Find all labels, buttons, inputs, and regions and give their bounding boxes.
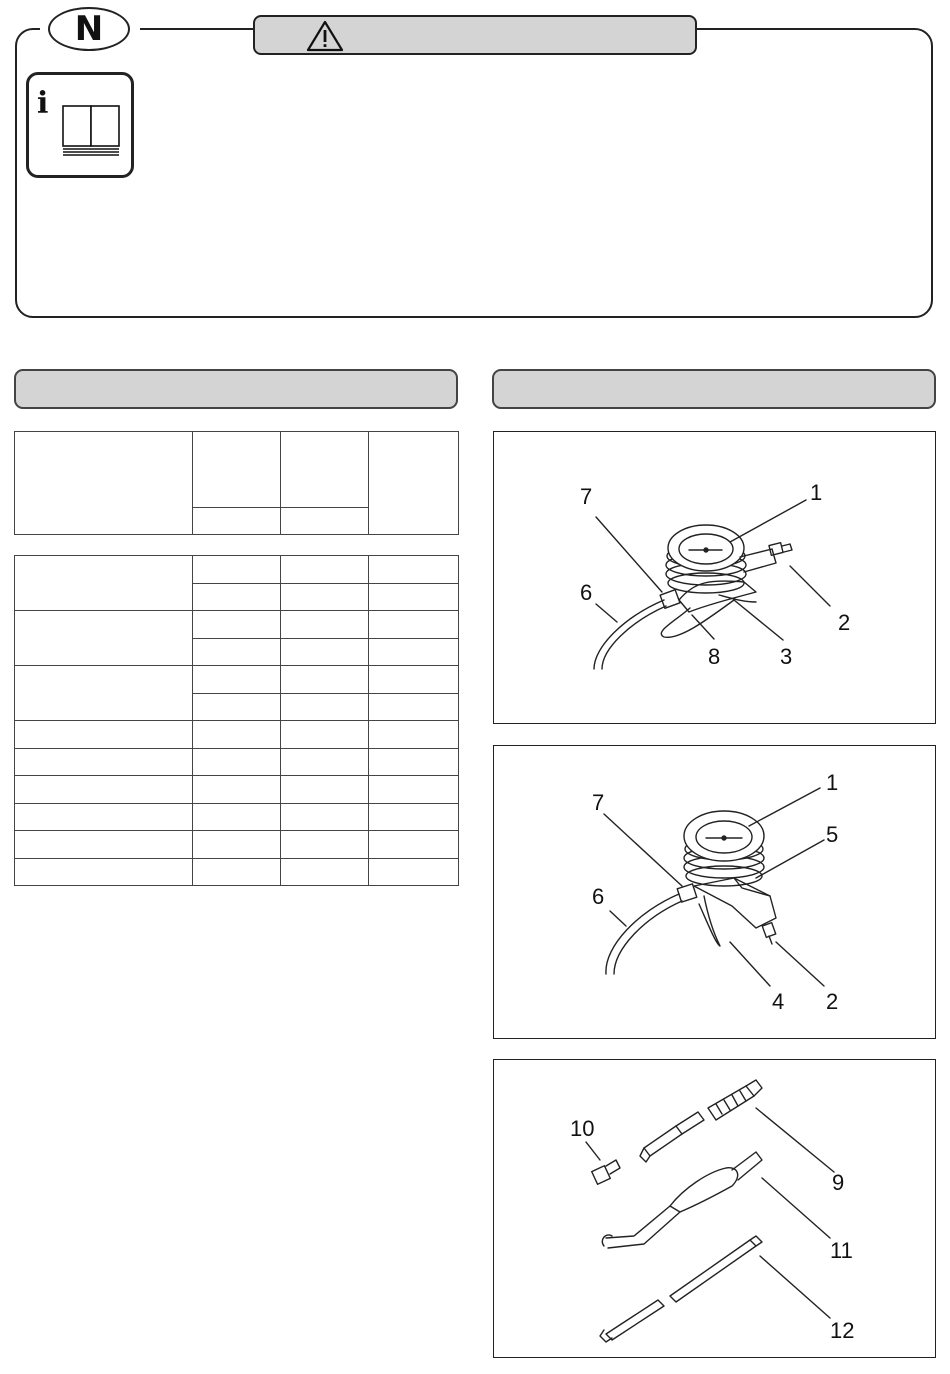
language-badge <box>48 7 130 51</box>
callout-6: 6 <box>580 580 593 605</box>
callout-2: 2 <box>826 989 839 1014</box>
info-letter: i <box>37 86 49 121</box>
header-cell-model <box>15 432 193 535</box>
callout-5: 5 <box>826 822 839 847</box>
header-cell-b <box>281 432 369 508</box>
table-row <box>15 611 459 639</box>
callout-9: 9 <box>832 1170 845 1195</box>
table-row <box>15 748 459 776</box>
callout-1: 1 <box>826 770 839 795</box>
callout-2: 2 <box>838 610 851 635</box>
table-row <box>15 858 459 886</box>
header-cell-unit-b <box>281 508 369 535</box>
warning-frame <box>15 28 933 318</box>
table-row <box>15 721 459 749</box>
language-code: N <box>74 9 104 49</box>
header-cell-a <box>193 432 281 508</box>
right-section-header <box>492 369 936 409</box>
left-section-header <box>14 369 458 409</box>
figure-accessories <box>493 1059 936 1358</box>
callout-11: 11 <box>830 1238 853 1263</box>
table-row <box>15 831 459 859</box>
figure-inflator-gun-1 <box>493 431 936 724</box>
spec-table-header <box>14 431 459 535</box>
callout-4: 4 <box>772 989 785 1014</box>
figure-inflator-gun-2 <box>493 745 936 1039</box>
info-manual-book-icon <box>26 72 134 178</box>
table-row <box>15 776 459 804</box>
callout-8: 8 <box>708 644 721 669</box>
table-row <box>15 666 459 694</box>
callout-7: 7 <box>592 790 605 815</box>
table-row <box>15 803 459 831</box>
header-cell-c <box>369 432 459 535</box>
callout-12: 12 <box>830 1318 855 1343</box>
warning-triangle-icon <box>306 20 344 52</box>
header-cell-unit-a <box>193 508 281 535</box>
table-row <box>15 556 459 584</box>
callout-3: 3 <box>780 644 793 669</box>
callout-10: 10 <box>570 1116 595 1141</box>
spec-table-body <box>14 555 459 886</box>
callout-6: 6 <box>592 884 605 909</box>
callout-1: 1 <box>810 480 823 505</box>
callout-7: 7 <box>580 484 593 509</box>
